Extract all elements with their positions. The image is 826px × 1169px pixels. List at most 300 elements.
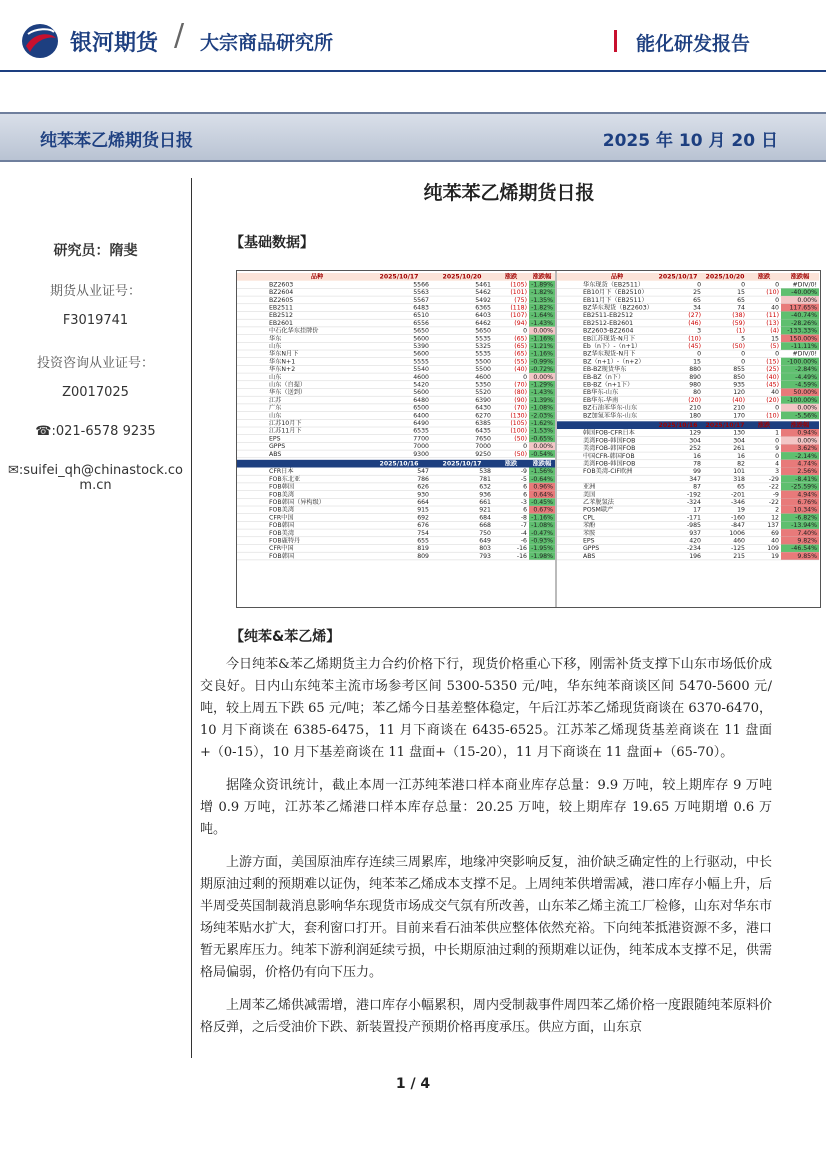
table-cell: 82 [737,460,745,468]
table-cell: 0.00% [533,327,553,335]
galaxy-logo-icon [20,22,60,60]
table-cell: (20) [688,396,701,404]
row-label: 中国CFR-韩国FOB [583,452,635,460]
table-cell: 0.94% [797,429,817,437]
table-cell: (10) [766,412,779,420]
table-cell: -4.59% [795,381,817,389]
table-cell: -1.29% [531,381,553,389]
table-cell: 6535 [413,427,429,435]
table-cell: -0.65% [531,435,553,443]
table-cell: -22 [768,483,779,491]
table-header-cell: 2025/10/16 [379,460,419,468]
sidebar-divider [191,178,192,1058]
row-label: BZ华东现货（BZ2603） [583,304,653,312]
table-cell: 252 [689,445,701,453]
row-label: GPPS [269,443,286,451]
paragraph: 今日纯苯&苯乙烯期货主力合约价格下行，现货价格重心下移，刚需补货支撑下山东市场低价成交良好。日内山东纯苯主流市场参考区间 5300-5350 元/吨，华东纯苯商谈区间 5470-5600 元/吨，较上周五下跌 65 元/吨；苯乙烯今日基差整体稳定，午后江苏苯乙烯现货商谈在 6370-6470，10 月下商谈在 6385-6475，11 月下商谈在 6435-6525。江苏苯乙烯现货基差商谈在 11 盘面+（0-15），10 月下基差商谈在 11 盘面+（15-20），11 月下商谈在 11 盘面+（65-70）。 [200,657,772,760]
row-label: 山东 [269,373,282,381]
row-label: EB2512 [269,312,293,320]
table-cell: 5420 [413,381,429,389]
table-cell: (75) [514,296,527,304]
table-cell: 0.96% [533,483,553,491]
row-label: 美湾FOB-韩国FOB [583,437,636,445]
table-cell: -8 [520,514,527,522]
table-cell: 6435 [475,427,491,435]
table-header-cell: 2025/10/20 [442,273,482,281]
table-cell: 5566 [413,281,429,289]
table-cell: (70) [514,381,527,389]
row-label: 江苏11月下 [269,427,302,435]
table-cell: 9.82% [797,537,817,545]
table-header-cell: 涨跌幅 [532,460,552,468]
table-cell: 880 [689,366,701,374]
table-cell: 210 [689,404,701,412]
table-cell: 7.40% [797,529,817,537]
table-cell: -28.26% [791,319,817,327]
table-cell: 16 [693,452,701,460]
row-label: FOB美湾 [269,491,295,499]
table-cell: 40 [771,537,779,545]
row-label: EB10月下（EB2510） [583,289,648,297]
table-cell: -0.99% [531,358,553,366]
table-cell: -1.43% [531,319,553,327]
table-header-cell: 涨跌幅 [790,422,810,429]
row-label: 山东 [269,343,282,350]
row-label: EB11月下（EB2511） [583,296,648,304]
table-cell: (105) [510,420,527,427]
row-label: FOB东北亚 [269,475,301,483]
table-cell: 0.00% [797,296,817,304]
table-header-cell: 品种 [610,273,624,281]
table-cell: 5600 [413,350,429,358]
row-label: FOB韩国 [269,552,295,560]
table-cell: 196 [689,552,701,560]
table-cell: (15) [766,358,779,366]
table-cell: 3.62% [797,445,817,453]
table-header-cell: 涨跌 [757,273,771,281]
table-cell: 6.76% [797,499,817,506]
table-cell: (11) [766,312,779,320]
table-header-cell: 2025/10/17 [442,460,482,468]
table-cell: -0.54% [531,450,553,458]
table-cell: 5540 [413,366,429,374]
table-cell: -2.03% [531,412,553,420]
table-cell: 5600 [413,389,429,397]
table-cell: 87 [693,483,701,491]
row-label: EB2512-EB2601 [583,319,634,327]
table-cell: (65) [514,350,527,358]
table-cell: 7000 [413,443,429,451]
table-cell: 261 [733,445,745,453]
table-cell: -2.84% [795,366,817,374]
table-cell: 1 [775,429,779,437]
advisor-label: 投资咨询从业证号： [36,356,154,371]
row-label: BZ2603 [269,281,294,289]
table-cell: -22 [768,499,779,506]
table-cell: 684 [479,514,491,522]
table-cell: 5500 [475,366,491,374]
row-label: FOB韩国 [269,483,295,491]
table-cell: 17 [693,506,701,514]
row-label: BZ2605 [269,296,294,304]
table-cell: 5500 [475,358,491,366]
table-cell: 15 [771,335,779,343]
table-cell: -46.54% [791,545,817,553]
table-cell: 6462 [475,319,491,327]
row-label: Eb（n下）-（n+1） [583,343,641,350]
row-label: 华东N月下 [269,350,299,358]
table-cell: 78 [693,460,701,468]
table-cell: (65) [514,343,527,350]
table-header-cell: 涨跌 [757,422,771,429]
cert-label: 期货从业证号： [49,284,141,299]
report-date: 2025 年 10 月 20 日 [602,131,778,151]
table-cell: 819 [417,545,429,553]
table-cell: 7700 [413,435,429,443]
table-cell: 6 [523,491,527,499]
table-cell: 6390 [475,396,491,404]
table-cell: -1.21% [531,343,553,350]
table-cell: (59) [732,319,745,327]
row-label: 韩国FOB-CFR日本 [583,429,635,437]
table-cell: 937 [689,529,701,537]
row-label: 华东现货（EB2511） [583,281,645,289]
table-cell: 16 [737,452,745,460]
row-label: FOB韩国 [269,522,295,530]
table-cell: 793 [479,552,491,560]
table-cell: -4 [520,529,527,537]
table-cell: 137 [767,522,779,530]
table-cell: -7 [520,522,527,530]
table-cell: 668 [479,522,491,530]
table-cell: 9250 [475,450,491,458]
table-cell: -847 [730,522,745,530]
band-title: 纯苯苯乙烯期货日报 [40,131,193,151]
table-cell: -1.64% [531,312,553,320]
table-cell: 101 [733,468,745,476]
table-cell: -1.56% [531,468,553,476]
table-cell: 664 [417,499,429,506]
row-label: ABS [583,552,596,560]
table-cell: -1.08% [531,522,553,530]
table-cell: -1.98% [531,552,553,560]
table-cell: 130 [733,429,745,437]
row-label: FOB韩国（异构级） [269,499,325,506]
table-cell: (5) [770,343,779,350]
table-cell: 65 [737,483,745,491]
table-cell: 0 [775,404,779,412]
table-cell: 4600 [413,373,429,381]
table-cell: 0.00% [533,373,553,381]
divider: / [174,18,185,53]
table-cell: 754 [417,529,429,537]
table-cell: 304 [733,437,745,445]
table-cell: 347 [689,475,701,483]
table-cell: #DIV/0! [792,350,817,358]
table-cell: 2 [775,506,779,514]
table-cell: 4 [775,460,779,468]
table-cell: (1) [736,327,745,335]
basic-data-table [236,270,821,608]
table-cell: (50) [732,343,745,350]
table-cell: 210 [733,404,745,412]
table-cell: 0 [523,373,527,381]
row-label: 华东N+1 [269,358,296,366]
main-title: 纯苯苯乙烯期货日报 [423,182,595,204]
table-cell: 215 [733,552,745,560]
table-cell: 74 [737,304,745,312]
row-label: CFR中国 [269,514,294,522]
row-label: FOB鹿特丹 [269,537,301,545]
table-cell: 0 [523,327,527,335]
table-cell: 25 [693,289,701,297]
table-cell: 5520 [475,389,491,397]
report-type: 能化研发报告 [636,33,751,55]
table-cell: 180 [689,412,701,420]
table-cell: 6430 [475,404,491,412]
table-cell: (100) [510,427,527,435]
report-body [200,654,772,1050]
row-label: GPPS [583,545,600,553]
table-cell: -171 [686,514,701,522]
table-header-cell: 涨跌幅 [790,273,810,281]
table-cell: 6270 [475,412,491,420]
table-cell: -9 [520,468,527,476]
row-label: BZ2603-BZ2604 [583,327,634,335]
table-cell: 117.65% [789,304,817,312]
table-cell: -25.59% [791,483,817,491]
table-cell: 50.00% [793,389,817,397]
table-cell: 803 [479,545,491,553]
row-label: 美湾FOB-韩国FOB [583,445,636,453]
table-cell: 5350 [475,381,491,389]
row-label: FOB美湾-CIF欧洲 [583,468,633,476]
table-cell: -6 [520,537,527,545]
table-cell: 0.67% [533,506,553,514]
table-cell: -1.82% [531,304,553,312]
table-cell: (13) [766,319,779,327]
table-cell: -3 [520,499,527,506]
row-label: 苯酚 [583,522,596,530]
table-cell: -0.93% [531,537,553,545]
table-cell: 936 [479,491,491,499]
analyst-name: 研究员：隋斐 [53,243,138,259]
table-cell: -16 [516,545,527,553]
table-cell: 0.00% [797,404,817,412]
table-header-cell: 2025/10/17 [379,273,419,281]
table-cell: 6483 [413,304,429,312]
table-cell: 2.56% [797,468,817,476]
paragraph: 上周苯乙烯供减需增，港口库存小幅累积，周内受制裁事件周四苯乙烯价格一度跟随纯苯原料价格反弹，之后受油价下跌、新装置投产预期价格再度承压。供应方面，山东京 [200,998,773,1035]
table-cell: 0 [741,281,745,289]
accent-bar [614,30,617,52]
table-cell: -2.14% [795,452,817,460]
table-cell: -346 [730,499,745,506]
table-cell: -133.33% [787,327,817,335]
row-label: BZ华东现货-N月下 [583,350,636,358]
table-cell: -16 [516,552,527,560]
table-cell: 5600 [413,335,429,343]
table-cell: 0 [775,281,779,289]
table-cell: 5650 [475,327,491,335]
table-cell: 632 [479,483,491,491]
table-cell: 6400 [413,412,429,420]
table-cell: -985 [686,522,701,530]
row-label: EB-BZ（n+1下） [583,381,634,389]
table-cell: 850 [733,373,745,381]
data-table-grid [237,271,820,607]
table-cell: 9 [775,445,779,453]
table-cell: -1.62% [531,420,553,427]
table-cell: -0.47% [531,529,553,537]
table-cell: 5492 [475,296,491,304]
table-cell: (101) [510,289,527,297]
table-cell: 0 [775,452,779,460]
row-label: EB-BZ现货华东 [583,366,627,374]
sidebar [0,240,191,517]
table-cell: (27) [688,312,701,320]
table-cell: 0.00% [533,443,553,451]
row-label: EB江苏现货-N月下 [583,335,636,343]
report-header [0,0,826,78]
table-cell: 19 [737,506,745,514]
row-label: EB华东-华南 [583,396,619,404]
row-label: 山东（自提） [269,381,307,389]
paragraph: 据隆众资讯统计，截止本周一江苏纯苯港口样本商业库存总量：9.9 万吨，较上期库存 9 万吨增 0.9 万吨，江苏苯乙烯港口样本库存总量：20.25 万吨，较上期库存 19.65 万吨期增 0.6 万吨。 [200,778,772,837]
table-cell: (25) [766,366,779,374]
table-cell: -234 [686,545,701,553]
table-cell: 750 [479,529,491,537]
table-header-cell: 2025/10/17 [705,422,745,429]
table-cell: 420 [689,537,701,545]
table-cell: (10) [688,335,701,343]
table-cell: 69 [771,529,779,537]
table-cell: 655 [417,537,429,545]
table-cell: (50) [514,450,527,458]
table-cell: 6556 [413,319,429,327]
table-cell: 0 [523,443,527,451]
table-cell: (130) [510,412,527,420]
table-cell: -8.41% [795,475,817,483]
table-cell: 65 [737,296,745,304]
table-cell: 6385 [475,420,491,427]
table-cell: (45) [688,343,701,350]
table-cell: (4) [770,327,779,335]
section-bz-eb: 【纯苯&苯乙烯】 [230,629,341,645]
table-cell: -125 [730,545,745,553]
table-cell: 65 [693,296,701,304]
table-cell: -100.00% [787,358,817,366]
page-number: 1 / 4 [395,1076,431,1092]
table-cell: -1.82% [531,289,553,297]
table-cell: (40) [514,366,527,374]
table-cell: -201 [730,491,745,499]
table-cell: 5535 [475,350,491,358]
table-cell: 0.00% [797,437,817,445]
table-cell: 150.00% [789,335,817,343]
table-cell: 0 [697,350,701,358]
table-cell: 460 [733,537,745,545]
table-cell: (65) [514,335,527,343]
advisor-value: Z0017025 [62,385,129,400]
table-cell: -40.00% [791,289,817,297]
table-cell: -1.16% [531,514,553,522]
table-cell: 120 [733,389,745,397]
table-cell: 547 [417,468,429,476]
table-cell: 6490 [413,420,429,427]
row-label: 美湾FOB-韩国FOB [583,460,636,468]
table-cell: -1.43% [531,389,553,397]
table-cell: -1.89% [531,281,553,289]
table-cell: -13.94% [791,522,817,530]
table-cell: 19 [771,552,779,560]
row-label: EPS [269,435,281,443]
table-cell: 935 [733,381,745,389]
row-label: 亚洲 [583,483,596,491]
row-label: POSM联产 [583,506,614,514]
table-cell: (38) [732,312,745,320]
table-cell: 855 [733,366,745,374]
row-label: 苯胺 [583,529,596,537]
table-cell: 5535 [475,335,491,343]
table-cell: -160 [730,514,745,522]
table-cell: -1.39% [531,396,553,404]
table-cell: (107) [510,312,527,320]
table-header-cell: 涨跌 [504,460,518,468]
row-label: EPS [583,537,595,545]
table-cell: 6510 [413,312,429,320]
table-cell: 5567 [413,296,429,304]
row-label: CFR中国 [269,545,294,553]
table-cell: 5325 [475,343,491,350]
row-label: 华东（送到） [269,389,307,397]
table-cell: 12 [771,514,779,522]
table-header-cell: 品种 [310,273,324,281]
table-cell: 5390 [413,343,429,350]
row-label: 华东 [269,335,282,343]
table-cell: -29 [768,475,779,483]
table-cell: 890 [689,373,701,381]
table-cell: -5.56% [795,412,817,420]
table-cell: 10.34% [793,506,817,514]
table-cell: 6480 [413,396,429,404]
table-cell: (10) [766,289,779,297]
table-cell: 318 [733,475,745,483]
table-cell: 3 [697,327,701,335]
header-rule [0,70,826,72]
table-cell: 980 [689,381,701,389]
row-label: CFR日本 [269,468,294,476]
table-cell: 786 [417,475,429,483]
table-cell: (45) [766,381,779,389]
row-label: 华东N+2 [269,366,296,374]
table-cell: -1.08% [531,404,553,412]
table-cell: 15 [693,358,701,366]
table-cell: (118) [510,304,527,312]
table-cell: 781 [479,475,491,483]
table-cell: (105) [510,281,527,289]
table-cell: (46) [688,319,701,327]
row-label: FOB美湾 [269,506,295,514]
table-header-cell: 涨跌幅 [532,273,552,281]
table-cell: 3 [775,468,779,476]
brand-name: 银河期货 [70,31,159,56]
table-cell: 676 [417,522,429,530]
row-label: BZ石油苯华东-山东 [583,404,638,412]
table-cell: -9 [772,491,779,499]
table-cell: (70) [514,404,527,412]
row-label: 乙苯脱氢法 [583,499,614,506]
